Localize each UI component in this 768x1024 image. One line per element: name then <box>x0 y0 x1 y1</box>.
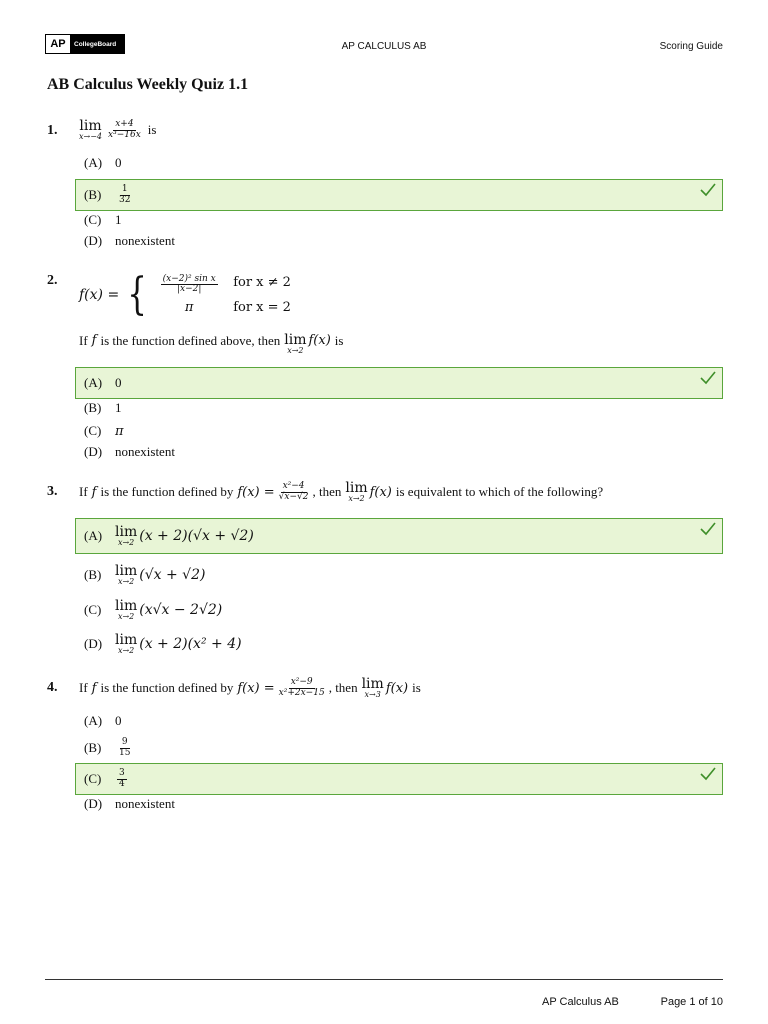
fraction-denominator: x³−16x <box>108 129 141 140</box>
stem-function-def: f(x) = <box>237 680 275 696</box>
stem-function-call: f(x) <box>308 333 331 348</box>
q1-choice-d[interactable] <box>84 231 175 251</box>
lim-text: lim <box>115 563 138 579</box>
q2-choice-b[interactable] <box>84 398 122 418</box>
lim-subscript: x→2 <box>117 577 135 586</box>
choice-text: nonexistent <box>115 444 175 459</box>
choice-fraction <box>117 185 132 205</box>
q3-choice-b[interactable] <box>84 563 205 587</box>
footer-course: AP Calculus AB <box>542 996 619 1008</box>
choice-text: (x + 2)(x² + 4) <box>139 636 242 652</box>
choice-letter: (C) <box>84 771 102 786</box>
q4-choice-a[interactable] <box>84 711 122 731</box>
fraction-numerator: x+4 <box>115 119 134 130</box>
q1-choice-a[interactable] <box>84 153 122 173</box>
case-condition: for x ≠ 2 <box>233 274 291 290</box>
q2-choice-c[interactable] <box>84 421 124 441</box>
stem-text: If <box>79 484 88 499</box>
choice-text: nonexistent <box>115 233 175 248</box>
choice-letter: (B) <box>84 740 102 755</box>
question-4-number: 4. <box>47 680 58 695</box>
stem-text: If <box>79 333 88 348</box>
logo-ap: AP <box>46 35 70 53</box>
limit-operator <box>115 599 137 621</box>
checkmark-icon <box>700 522 716 536</box>
stem-tail: is <box>147 122 157 137</box>
fraction-numerator: 1 <box>121 184 128 195</box>
stem-function-call: f(x) <box>385 680 409 696</box>
checkmark-icon <box>700 183 716 197</box>
piecewise-case-2 <box>155 300 291 315</box>
choice-letter: (B) <box>84 187 102 202</box>
limit-operator <box>115 525 137 547</box>
lim-text: lim <box>284 332 307 348</box>
lim-subscript: x→2 <box>348 494 365 503</box>
piecewise-case-1 <box>155 275 291 295</box>
fraction-denominator: 15 <box>119 747 131 758</box>
choice-text: (√x + √2) <box>139 567 206 583</box>
stem-text: If <box>79 680 88 695</box>
limit-operator <box>115 564 137 586</box>
question-2-number: 2. <box>47 273 58 288</box>
stem-text: is the function defined above, then <box>100 333 281 348</box>
fraction-numerator: 3 <box>119 768 125 779</box>
fraction-denominator: x²+2x−15 <box>278 687 325 698</box>
header-scoring-guide: Scoring Guide <box>659 41 723 52</box>
lim-subscript: x→2 <box>117 646 135 655</box>
stem-text: is the function defined by <box>100 680 234 695</box>
choice-text: (x + 2)(√x + √2) <box>139 528 254 544</box>
lim-text: lim <box>345 480 368 496</box>
choice-letter: (B) <box>84 400 102 415</box>
case-fraction <box>161 275 218 295</box>
fraction-numerator: (x−2)² sin x <box>162 273 216 284</box>
choice-letter: (C) <box>84 212 102 227</box>
lim-text: lim <box>115 524 138 540</box>
lim-text: lim <box>361 676 384 692</box>
page-header <box>45 34 723 56</box>
logo-collegeboard: CollegeBoard <box>70 35 124 53</box>
footer-page-number: Page 1 of 10 <box>660 996 723 1008</box>
choice-text: 0 <box>115 375 122 390</box>
choice-text: π <box>115 423 124 439</box>
choice-letter: (C) <box>84 602 102 617</box>
q1-choice-c[interactable] <box>84 210 122 230</box>
question-1-number: 1. <box>47 123 58 138</box>
limit-operator <box>284 333 306 355</box>
lim-subscript: x→2 <box>287 346 304 355</box>
footer-divider <box>45 979 723 980</box>
choice-letter: (D) <box>84 796 103 811</box>
stem-tail: is <box>412 680 421 695</box>
stem-tail: is <box>334 333 344 348</box>
fraction-denominator: |x−2| <box>176 284 202 294</box>
stem-text: , then <box>312 484 342 499</box>
left-brace: { <box>127 269 147 320</box>
q3-choice-d[interactable] <box>84 632 242 656</box>
lim-subscript: x→2 <box>117 538 135 547</box>
lim-subscript: x→3 <box>364 690 381 699</box>
lim-subscript: x→2 <box>117 612 135 621</box>
fraction <box>277 678 327 698</box>
piecewise-cases <box>155 275 291 316</box>
q3-choice-c[interactable] <box>84 598 222 622</box>
choice-letter: (A) <box>84 375 103 390</box>
choice-text: 0 <box>115 713 122 728</box>
question-3-stem <box>79 481 603 503</box>
stem-function: f <box>91 333 97 348</box>
q3-choice-a-correct[interactable] <box>75 518 723 554</box>
case-condition: for x = 2 <box>233 300 291 316</box>
stem-function-call: f(x) <box>369 484 392 500</box>
question-1-stem <box>79 119 156 141</box>
fraction <box>106 120 143 140</box>
limit-operator <box>115 633 137 655</box>
q2-choice-d[interactable] <box>84 442 175 462</box>
limit-operator <box>362 677 384 699</box>
limit-operator <box>345 481 367 503</box>
choice-letter: (D) <box>84 636 103 651</box>
question-2-stem <box>79 333 343 355</box>
checkmark-icon <box>700 767 716 781</box>
stem-text: is the function defined by <box>100 484 234 499</box>
piecewise-function <box>79 270 291 320</box>
choice-fraction <box>117 769 127 789</box>
q4-choice-b[interactable] <box>84 736 134 760</box>
question-3-number: 3. <box>47 484 58 499</box>
fraction-denominator: √x−√2 <box>278 491 309 502</box>
choice-text: 1 <box>115 212 122 227</box>
case-expression: π <box>184 300 194 316</box>
checkmark-icon <box>700 371 716 385</box>
lim-text: lim <box>115 632 138 648</box>
fraction-denominator: 4 <box>119 778 125 789</box>
choice-text: (x√x − 2√2) <box>139 602 223 618</box>
choice-fraction <box>117 738 132 758</box>
lim-text: lim <box>79 118 102 134</box>
question-4-stem <box>79 677 421 699</box>
case-expression <box>155 275 223 295</box>
q4-choice-c-correct[interactable] <box>75 763 723 795</box>
choice-text: 0 <box>115 155 122 170</box>
stem-function: f <box>91 680 97 696</box>
fraction-numerator: x²−4 <box>282 481 305 492</box>
stem-function-def: f(x) = <box>237 484 275 500</box>
limit-operator <box>79 119 102 141</box>
choice-letter: (A) <box>84 155 103 170</box>
lim-text: lim <box>115 598 138 614</box>
choice-letter: (B) <box>84 567 102 582</box>
stem-tail: is equivalent to which of the following? <box>395 484 604 499</box>
function-label: f(x) = <box>79 287 120 303</box>
q1-choice-b-correct[interactable] <box>75 179 723 211</box>
fraction-numerator: x²−9 <box>290 677 313 688</box>
choice-letter: (C) <box>84 423 102 438</box>
fraction-numerator: 9 <box>121 737 128 748</box>
choice-letter: (A) <box>84 713 103 728</box>
choice-letter: (D) <box>84 444 103 459</box>
quiz-title: AB Calculus Weekly Quiz 1.1 <box>47 76 249 93</box>
header-course-title: AP CALCULUS AB <box>341 41 427 52</box>
choice-letter: (D) <box>84 233 103 248</box>
fraction <box>277 482 311 502</box>
choice-text: nonexistent <box>115 796 175 811</box>
q2-choice-a-correct[interactable] <box>75 367 723 399</box>
stem-function: f <box>91 484 97 500</box>
stem-text: , then <box>328 680 358 695</box>
choice-text: 1 <box>115 400 122 415</box>
fraction-denominator: 32 <box>119 194 131 205</box>
lim-subscript: x→−4 <box>79 132 103 141</box>
choice-letter: (A) <box>84 528 103 543</box>
q4-choice-d[interactable] <box>84 794 175 814</box>
